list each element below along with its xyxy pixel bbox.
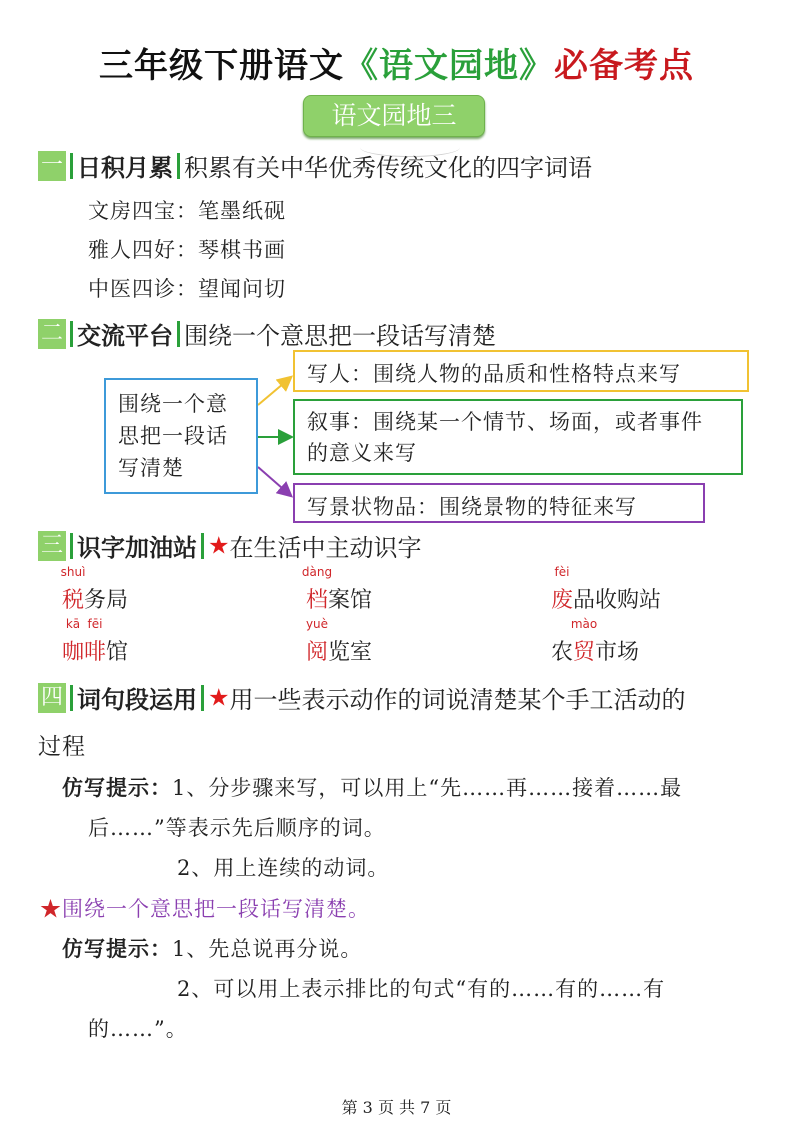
section3-heading: 识字加油站 xyxy=(77,534,197,562)
pinyin: shuì xyxy=(60,565,86,579)
section4-bar xyxy=(70,685,73,711)
branch-narrative-line2: 的意义来写 xyxy=(307,441,417,465)
page-footer: 第 3 页 共 7 页 xyxy=(341,1098,452,1117)
highlight-char: 废 xyxy=(551,588,574,613)
tip2-line2: 2、可以用上表示排比的句式“有的……有的……有 xyxy=(177,977,666,1001)
section3-number: 三 xyxy=(38,531,66,561)
tip2-text-a: 1、先总说再分说。 xyxy=(172,937,363,961)
idiom-line-1: 文房四宝：笔墨纸砚 xyxy=(88,199,286,223)
tip1-line2: 后……”等表示先后顺序的词。 xyxy=(88,816,386,840)
section4-bar2 xyxy=(201,685,204,711)
star-heading-text: 围绕一个意思把一段话写清楚。 xyxy=(62,897,370,921)
word-shuiwuju xyxy=(60,565,129,614)
word-danganguan xyxy=(301,565,373,614)
word-rest: 馆 xyxy=(106,640,129,665)
section1-number: 一 xyxy=(38,151,66,181)
word-pre: 农 xyxy=(551,640,574,665)
tip1-line3: 2、用上连续的动词。 xyxy=(177,856,390,880)
section3-description: 在生活中主动识字 xyxy=(229,534,422,562)
section3-bar2 xyxy=(201,533,204,559)
word-feipin xyxy=(551,565,662,614)
section2-description: 围绕一个意思把一段话写清楚 xyxy=(184,322,496,350)
branch-narrative-line1: 叙事：围绕某一个情节、场面，或者事件 xyxy=(307,410,703,434)
section-badge: 语文园地三 xyxy=(303,95,485,137)
pinyin: kā xyxy=(65,617,81,631)
star-icon: ★ xyxy=(208,683,230,712)
word-yuelanshi xyxy=(305,617,373,666)
section4-description-cont: 过程 xyxy=(38,734,86,760)
branch-box-narrative xyxy=(293,399,743,475)
word-rest: 览室 xyxy=(328,640,373,665)
center-topic-line3: 写清楚 xyxy=(118,456,184,480)
section3-header xyxy=(38,528,422,560)
highlight-char: 档 xyxy=(306,588,329,613)
idiom-line-2: 雅人四好：琴棋书画 xyxy=(88,238,286,262)
star-icon: ★ xyxy=(208,531,230,560)
word-rest: 案馆 xyxy=(328,588,373,613)
star-icon: ★ xyxy=(40,897,62,921)
pinyin: mào xyxy=(570,617,598,631)
section4-heading: 词句段运用 xyxy=(77,686,197,714)
arrow-to-box3 xyxy=(258,467,290,495)
highlight-char: 啡 xyxy=(84,640,107,665)
tip-label: 仿写提示： xyxy=(62,937,172,961)
center-topic-line2: 思把一段话 xyxy=(118,424,228,448)
pinyin: fēi xyxy=(87,617,103,631)
tip-label: 仿写提示： xyxy=(62,776,172,800)
center-topic-line1: 围绕一个意 xyxy=(118,392,228,416)
section2-heading: 交流平台 xyxy=(77,322,173,350)
word-nongmao xyxy=(551,617,640,666)
title-part1: 三年级下册语文 xyxy=(99,46,344,86)
highlight-char: 咖 xyxy=(62,640,85,665)
pinyin: dàng xyxy=(301,565,333,579)
tip1-text-a: 1、分步骤来写，可以用上“先……再……接着……最 xyxy=(172,776,683,800)
word-rest: 市场 xyxy=(595,640,640,665)
star-heading xyxy=(40,893,370,923)
section2-number: 二 xyxy=(38,319,66,349)
pinyin: yuè xyxy=(305,617,329,631)
section4-number: 四 xyxy=(38,683,66,713)
center-topic-box xyxy=(104,378,258,494)
title-part2: 《语文园地》 xyxy=(344,46,554,86)
section3-bar xyxy=(70,533,73,559)
word-rest: 务局 xyxy=(84,588,129,613)
tip2-line1 xyxy=(62,933,362,963)
title-part3: 必备考点 xyxy=(554,46,694,86)
tip1-line1 xyxy=(62,772,682,802)
section1-heading: 日积月累 xyxy=(77,154,173,182)
highlight-char: 税 xyxy=(62,588,85,613)
pinyin: fèi xyxy=(554,565,570,579)
highlight-char: 阅 xyxy=(306,640,329,665)
section4-header xyxy=(38,680,686,712)
section1-description: 积累有关中华优秀传统文化的四字词语 xyxy=(184,154,592,182)
tip2-line3: 的……”。 xyxy=(88,1017,188,1041)
word-rest: 品收购站 xyxy=(573,588,662,613)
branch-box-scenery: 写景状物品：围绕景物的特征来写 xyxy=(293,483,705,523)
idiom-line-3: 中医四诊：望闻问切 xyxy=(88,277,286,301)
highlight-char: 贸 xyxy=(573,640,596,665)
arrow-to-box1 xyxy=(258,378,290,405)
word-kafeiguan xyxy=(62,617,129,666)
section4-description: 用一些表示动作的词说清楚某个手工活动的 xyxy=(229,686,686,714)
branch-box-people: 写人：围绕人物的品质和性格特点来写 xyxy=(293,350,749,392)
